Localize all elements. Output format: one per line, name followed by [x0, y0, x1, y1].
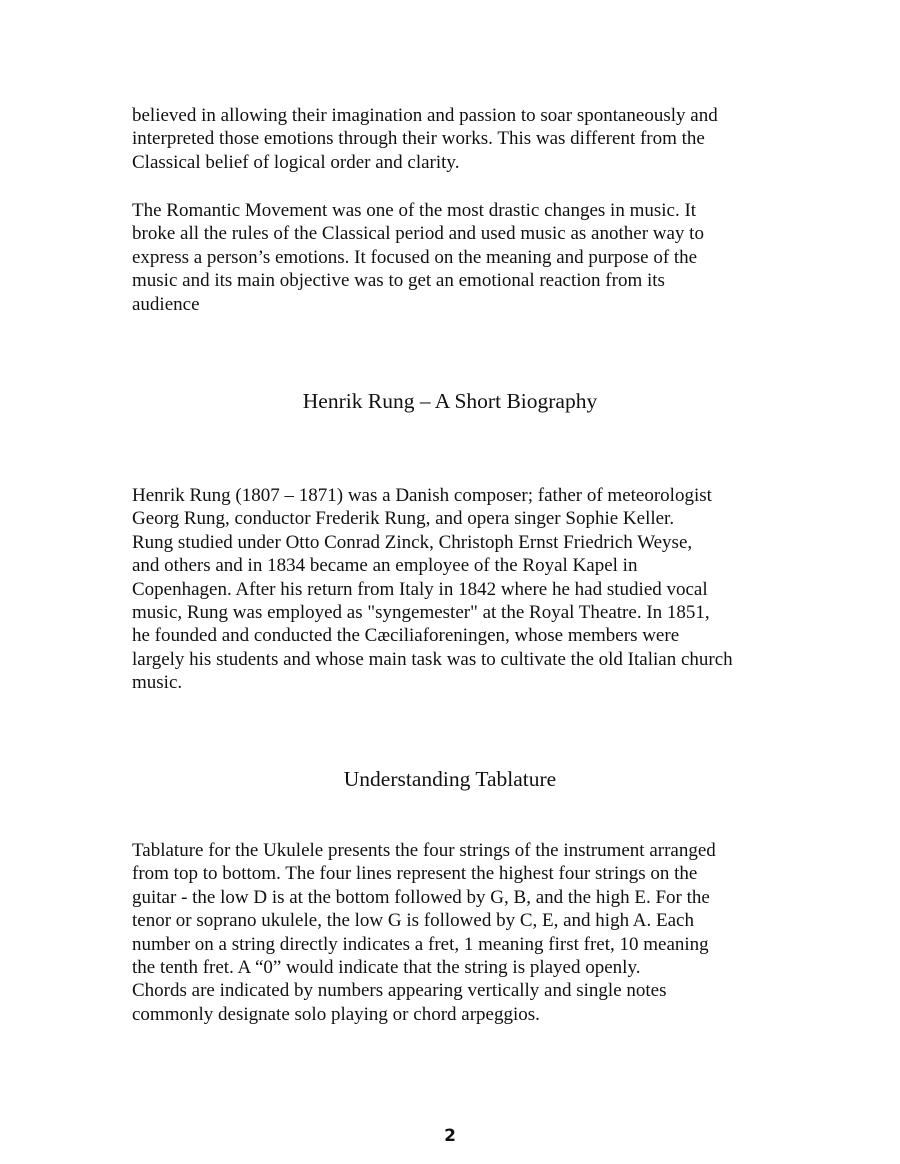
paragraph-tablature: Tablature for the Ukulele presents the four strings of the instrument arranged from top to bottom. The four lines represent the highest four strings on the guitar - the low D is at the bottom followed by G, B, and the high E. For the tenor or soprano ukulele, the low G is followed by C, E, and high A. Each number on a string directly indicates a fret, 1 meaning first fret, 10 meaning the tenth fret. A “0” would indicate that the string is played openly. Chords are indicated by numbers appearing vertically and single notes commonly designate solo playing or chord arpeggios.: [132, 840, 716, 1025]
paragraph-romantic-movement: The Romantic Movement was one of the most drastic changes in music. It broke all the rules of the Classical period and used music as another way to express a person’s emotions. It focused on the meaning and purpose of the music and its main objective was to get an emotional reaction from its audience: [132, 200, 704, 315]
paragraph-romantic-intro: believed in allowing their imagination and passion to soar spontaneously and interpreted those emotions through their works. This was different from the Classical belief of logical order and clarity.: [132, 105, 718, 173]
page-number: 2: [444, 1126, 456, 1146]
heading-biography: Henrik Rung – A Short Biography: [302, 389, 598, 413]
heading-tablature: Understanding Tablature: [343, 767, 557, 791]
paragraph-biography: Henrik Rung (1807 – 1871) was a Danish composer; father of meteorologist Georg Rung, conductor Frederik Rung, and opera singer Sophie Keller. Rung studied under Otto Conrad Zinck, Christoph Ernst Friedrich Weyse, and others and in 1834 became an employee of the Royal Kapel in Copenhagen. After his return from Italy in 1842 where he had studied vocal music, Rung was employed as "syngemester" at the Royal Theatre. In 1851, he founded and conducted the Cæciliaforeningen, whose members were largely his students and whose main task was to cultivate the old Italian church music.: [132, 485, 733, 694]
